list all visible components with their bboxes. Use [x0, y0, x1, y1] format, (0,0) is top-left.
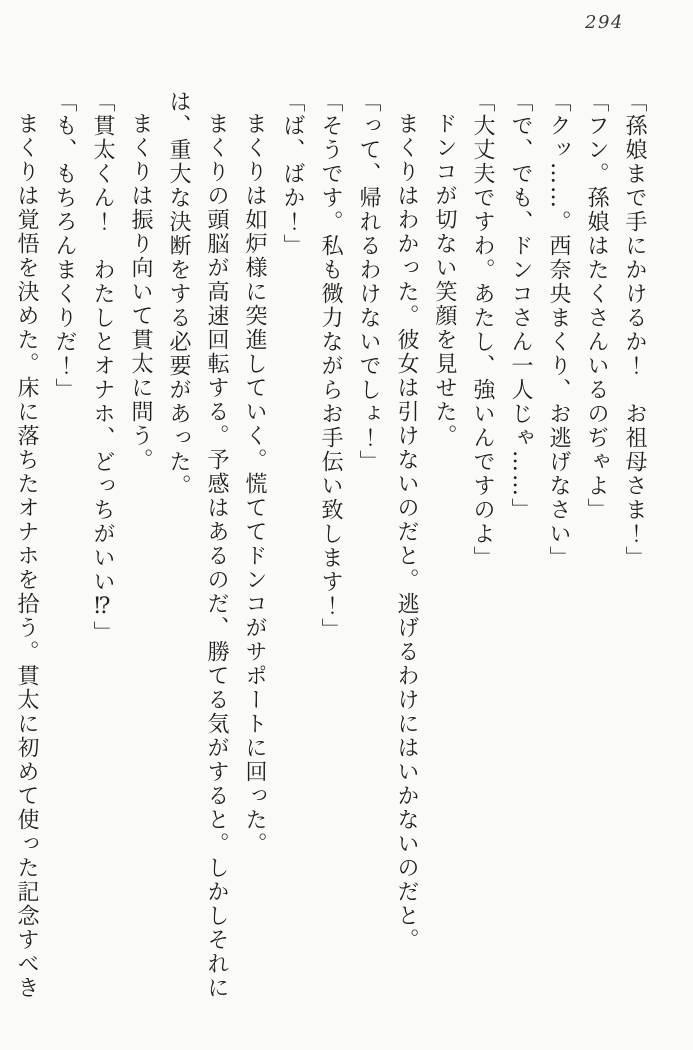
text-block	[14, 90, 653, 1002]
page-number: 294	[585, 12, 624, 33]
paragraph-dialogue-which-one: 「貫太くん！ わたしとオナホ、どっちがいい⁉」	[90, 90, 115, 645]
paragraph-dialogue-help-offer: 「そうです。私も微力ながらお手伝い致します！」	[318, 90, 343, 642]
paragraph-dialogue-grandma-threat: 「孫娘まで手にかけるか！ お祖母さま！」	[622, 90, 647, 570]
paragraph-dialogue-makuri-worry: 「で、でも、ドンコさん一人じゃ……」	[508, 90, 533, 522]
paragraph-dialogue-grandma-reply: 「フン。孫娘はたくさんいるのぢゃよ」	[584, 90, 609, 522]
paragraph-dialogue-of-course: 「も、もちろんまくりだ！」	[52, 90, 77, 402]
paragraph-dialogue-baka: 「ば、ばか！」	[280, 90, 305, 258]
paragraph-narration-decision: まくりの頭脳が高速回転する。予感はあるのだ、勝てる気がすると。しかしそれには、重大な決断をする必要があった。	[166, 90, 229, 1000]
paragraph-dialogue-donko-warning: 「クッ……。西奈央まくり、お逃げなさい」	[546, 90, 571, 570]
paragraph-dialogue-donko-assure: 「大丈夫ですわ。あたし、強いんですのよ」	[470, 90, 495, 570]
paragraph-dialogue-cant-go-home: 「って、帰れるわけないでしょ！」	[356, 90, 381, 474]
paragraph-narration-resolve: まくりは覚悟を決めた。床に落ちたオナホを拾う。貫太に初めて使った記念すべき	[14, 112, 39, 1000]
paragraph-narration-ask-kanta: まくりは振り向いて貫太に問う。	[128, 112, 153, 472]
paragraph-narration-makuri-realize: まくりはわかった。彼女は引けないのだと。逃げるわけにはいかないのだと。	[394, 112, 419, 952]
paragraph-narration-donko-smile: ドンコが切ない笑顔を見せた。	[432, 112, 457, 448]
paragraph-narration-charge: まくりは如炉様に突進していく。慌ててドンコがサポートに回った。	[242, 112, 267, 856]
